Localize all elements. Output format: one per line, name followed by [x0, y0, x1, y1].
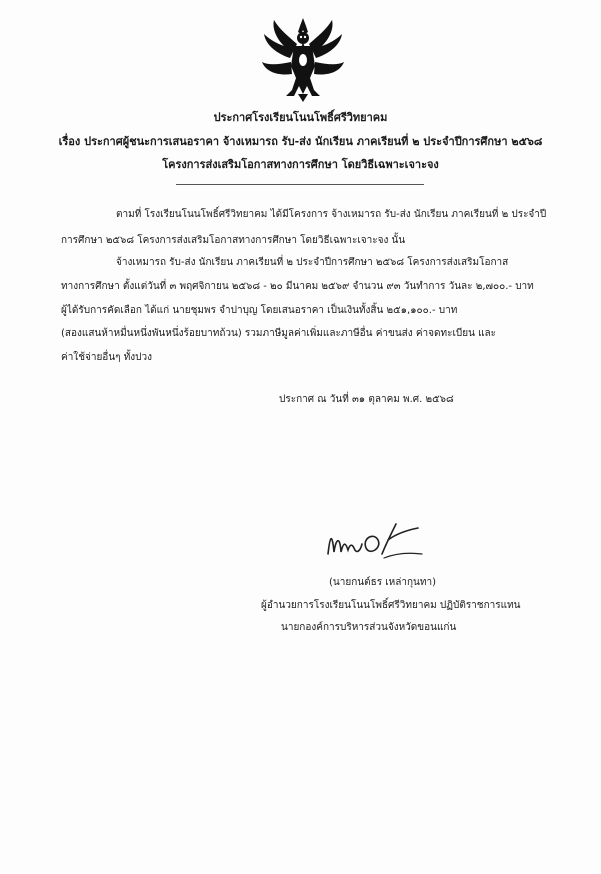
signatory-position: ผู้อำนวยการโรงเรียนโนนโพธิ์ศรีวิทยาคม ปฏิบัติราชการแทน — [261, 600, 521, 611]
body-line: ตามที่ โรงเรียนโนนโพธิ์ศรีวิทยาคม ได้มีโครงการ จ้างเหมารถ รับ-ส่ง นักเรียน ภาคเรียนที่ ๒ ประจำปี — [116, 209, 547, 220]
signature — [322, 514, 432, 572]
body-line: จ้างเหมารถ รับ-ส่ง นักเรียน ภาคเรียนที่ ๒ ประจำปีการศึกษา ๒๕๖๘ โครงการส่งเสริมโอกาส — [116, 257, 509, 268]
body-line: ทางการศึกษา ตั้งแต่วันที่ ๓ พฤศจิกายน ๒๕๖๘ - ๒๐ มีนาคม ๒๕๖๙ จำนวน ๙๓ วันทำการ วันละ ๒,๗๐๐.- บาท — [61, 281, 534, 292]
header-divider — [176, 184, 424, 185]
signatory-position: นายกองค์การบริหารส่วนจังหวัดขอนแก่น — [281, 622, 457, 633]
announcement-title: ประกาศโรงเรียนโนนโพธิ์ศรีวิทยาคม — [213, 111, 388, 124]
announcement-date: ประกาศ ณ วันที่ ๓๑ ตุลาคม พ.ศ. ๒๕๖๘ — [279, 394, 454, 405]
body-line: ค่าใช้จ่ายอื่นๆ ทั้งปวง — [61, 352, 153, 363]
announcement-subject: เรื่อง ประกาศผู้ชนะการเสนอราคา จ้างเหมารถ รับ-ส่ง นักเรียน ภาคเรียนที่ ๒ ประจำปีการศึกษา ๒๕๖๘ — [58, 135, 543, 148]
signatory-name: (นายกนต์ธร เหล่ากุนทา) — [329, 577, 437, 588]
body-line: ผู้ได้รับการคัดเลือก ได้แก่ นายชุมพร จำปาบุญ โดยเสนอราคา เป็นเงินทั้งสิ้น ๒๕๑,๑๐๐.- บาท — [61, 305, 458, 316]
body-line: การศึกษา ๒๕๖๘ โครงการส่งเสริมโอกาสทางการศึกษา โดยวิธีเฉพาะเจาะจง นั้น — [61, 235, 406, 246]
garuda-emblem-icon — [258, 16, 348, 102]
body-line: (สองแสนห้าหมื่นหนึ่งพันหนึ่งร้อยบาทถ้วน) รวมภาษีมูลค่าเพิ่มและภาษีอื่น ค่าขนส่ง ค่าจดทะเบียน และ — [61, 328, 497, 339]
announcement-project: โครงการส่งเสริมโอกาสทางการศึกษา โดยวิธีเฉพาะเจาะจง — [162, 158, 439, 171]
